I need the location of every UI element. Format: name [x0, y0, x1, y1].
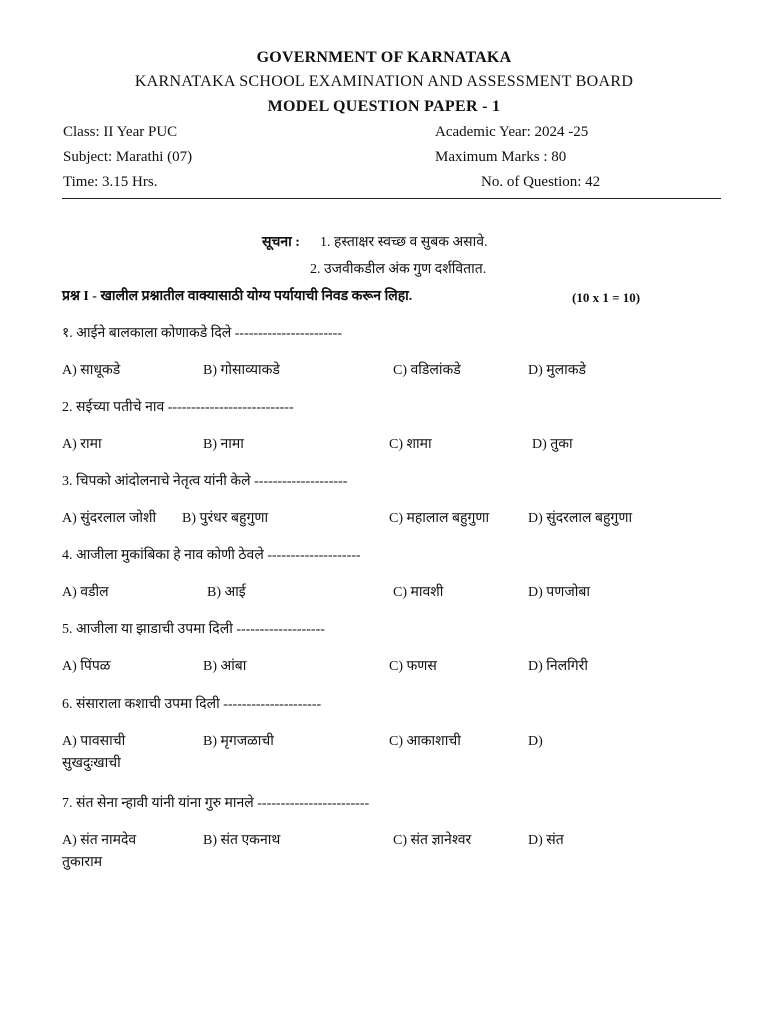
option-a: A) रामा [62, 437, 102, 452]
option-a: A) साधूकडे [62, 363, 121, 378]
meta-academic-year: Academic Year: 2024 -25 [435, 124, 589, 140]
option-a: A) पिंपळ [62, 659, 111, 674]
question-text: 7. संत सेना न्हावी यांनी यांना गुरु मानले ------------------------ [62, 796, 370, 811]
option-d: D) [528, 734, 543, 749]
meta-subject: Subject: Marathi (07) [63, 149, 193, 165]
instructions-label: सूचना : [262, 235, 300, 250]
question-text: 6. संसाराला कशाची उपमा दिली --------------------- [62, 697, 322, 712]
option-a: A) पावसाची [62, 734, 126, 749]
option-d: D) पणजोबा [528, 585, 590, 600]
option-a: A) वडील [62, 585, 109, 600]
header-divider [62, 198, 721, 199]
option-c: C) फणस [389, 659, 437, 674]
option-b: B) आंबा [203, 659, 247, 674]
meta-question-count: No. of Question: 42 [481, 174, 601, 190]
option-b: B) पुरंधर बहुगुणा [182, 511, 269, 526]
option-b: B) गोसाव्याकडे [203, 363, 280, 378]
option-c: C) आकाशाची [389, 734, 461, 749]
option-c: C) वडिलांकडे [393, 363, 461, 378]
option-a: A) सुंदरलाल जोशी [62, 511, 157, 526]
header-board: KARNATAKA SCHOOL EXAMINATION AND ASSESSMENT BOARD [134, 73, 634, 90]
option-c: C) संत ज्ञानेश्वर [393, 833, 472, 848]
option-c: C) महालाल बहुगुणा [389, 511, 490, 526]
section-title: प्रश्न I - खालील प्रश्नातील वाक्यासाठी योग्य पर्यायाची निवड करून लिहा. [62, 289, 413, 304]
option-b: B) संत एकनाथ [203, 833, 281, 848]
question-text: 4. आजीला मुकांबिका हे नाव कोणी ठेवले -------------------- [62, 548, 361, 563]
option-a: A) संत नामदेव [62, 833, 137, 848]
option-d: D) निलगिरी [528, 659, 589, 674]
question-text: 3. चिपको आंदोलनाचे नेतृत्व यांनी केले -------------------- [62, 474, 348, 489]
option-d-continued: तुकाराम [62, 855, 103, 870]
option-d: D) सुंदरलाल बहुगुणा [528, 511, 633, 526]
option-b: B) नामा [203, 437, 244, 452]
option-b: B) आई [207, 585, 246, 600]
option-d: D) मुलाकडे [528, 363, 587, 378]
option-d: D) संत [528, 833, 564, 848]
instruction-item-1: 1. हस्ताक्षर स्वच्छ व सुबक असावे. [320, 235, 488, 250]
option-d-continued: सुखदुःखाची [62, 756, 121, 771]
question-text: 5. आजीला या झाडाची उपमा दिली ------------------- [62, 622, 325, 637]
option-c: C) शामा [389, 437, 432, 452]
header-paper-title: MODEL QUESTION PAPER - 1 [267, 98, 501, 115]
meta-time: Time: 3.15 Hrs. [63, 174, 158, 190]
option-d: D) तुका [532, 437, 573, 452]
header-government: GOVERNMENT OF KARNATAKA [256, 49, 512, 66]
option-b: B) मृगजळाची [203, 734, 274, 749]
meta-class: Class: II Year PUC [63, 124, 178, 140]
instruction-item-2: 2. उजवीकडील अंक गुण दर्शवितात. [310, 262, 487, 277]
question-text: १. आईने बालकाला कोणाकडे दिले ----------------------- [62, 326, 342, 341]
section-marks: (10 x 1 = 10) [572, 290, 641, 305]
meta-max-marks: Maximum Marks : 80 [435, 149, 567, 165]
question-text: 2. सईच्या पतीचे नाव --------------------------- [62, 400, 294, 415]
option-c: C) मावशी [393, 585, 444, 600]
